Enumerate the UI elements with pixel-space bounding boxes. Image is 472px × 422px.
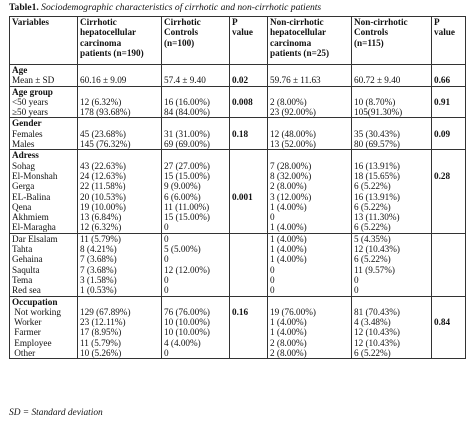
value-cell: 0 5 (5.00%) 0 12 (12.00%) 0 0	[162, 233, 230, 296]
value-cell: 16 (13.91%) 18 (15.65%) 6 (5.22%) 16 (13.91%) 6 (5.22%) 13 (11.30%) 6 (5.22%)	[352, 150, 432, 233]
value-cell: 35 (30.43%) 80 (69.57%)	[352, 118, 432, 150]
value-cell	[432, 233, 466, 296]
value-cell: 0.02	[230, 65, 268, 87]
value-cell: 0.91	[432, 86, 466, 118]
table-row	[10, 86, 466, 118]
value-cell: 81 (70.43%) 4 (3.48%) 12 (10.43%) 12 (10.43%) 6 (5.22%)	[352, 296, 432, 359]
variable-cell: Age group <50 years ≥50 years	[10, 86, 78, 118]
header-cell: Cirrhotic Controls (n=100)	[162, 17, 230, 65]
table-row	[10, 296, 466, 359]
value-cell: 60.16 ± 9.09	[78, 65, 162, 87]
variable-cell: Gender Females Males	[10, 118, 78, 150]
value-cell: 43 (22.63%) 24 (12.63%) 22 (11.58%) 20 (10.53%) 19 (10.00%) 13 (6.84%) 12 (6.32%)	[78, 150, 162, 233]
value-cell: 0.001	[230, 150, 268, 233]
variable-cell: Adress Sohag El-Monshah Gerga EL-Balina Qena Akhmiem El-Maragha	[10, 150, 78, 233]
header-cell: Variables	[10, 17, 78, 65]
value-cell: 129 (67.89%) 23 (12.11%) 17 (8.95%) 11 (5.79%) 10 (5.26%)	[78, 296, 162, 359]
value-cell: 0.16	[230, 296, 268, 359]
value-cell: 19 (76.00%) 1 (4.00%) 1 (4.00%) 2 (8.00%) 2 (8.00%)	[268, 296, 352, 359]
value-cell: 12 (6.32%) 178 (93.68%)	[78, 86, 162, 118]
variable-cell: Occupation Not working Worker Farmer Employee Other	[10, 296, 78, 359]
value-cell: 57.4 ± 9.40	[162, 65, 230, 87]
footnote: SD = Standard deviation	[9, 408, 103, 418]
variable-cell: Dar Elsalam Tahta Gehaina Saqulta Tema Red sea	[10, 233, 78, 296]
table-caption	[9, 2, 321, 14]
header-cell: Cirrhotic hepatocellular carcinoma patients (n=190)	[78, 17, 162, 65]
caption-lead: Table1.	[9, 2, 39, 13]
section-title: Age	[12, 65, 28, 75]
table-row	[10, 65, 466, 87]
value-cell: 0.84	[432, 296, 466, 359]
value-cell: 60.72 ± 9.40	[352, 65, 432, 87]
value-cell: 12 (48.00%) 13 (52.00%)	[268, 118, 352, 150]
value-cell: 59.76 ± 11.63	[268, 65, 352, 87]
table-row	[10, 233, 466, 296]
table-row	[10, 150, 466, 233]
section-title: Gender	[12, 118, 42, 129]
sociodemographic-table	[9, 16, 466, 359]
header-row	[10, 17, 466, 65]
value-cell: 16 (16.00%) 84 (84.00%)	[162, 86, 230, 118]
value-cell: 2 (8.00%) 23 (92.00%)	[268, 86, 352, 118]
value-cell: 0.008	[230, 86, 268, 118]
section-title: Occupation	[12, 296, 58, 307]
section-title: Age group	[12, 86, 53, 97]
value-cell: 27 (27.00%) 15 (15.00%) 9 (9.00%) 6 (6.00%) 11 (11.00%) 15 (15.00%) 0	[162, 150, 230, 233]
value-cell: 0.28	[432, 150, 466, 233]
caption-text: Sociodemographic characteristics of cirrhotic and non-cirrhotic patients	[38, 2, 322, 13]
value-cell: 7 (28.00%) 8 (32.00%) 2 (8.00%) 3 (12.00%) 1 (4.00%) 0 1 (4.00%)	[268, 150, 352, 233]
variable-cell: Age Mean ± SD	[10, 65, 78, 87]
header-cell: Non-cirrhotic hepatocellular carcinoma patients (n=25)	[268, 17, 352, 65]
value-cell: 45 (23.68%) 145 (76.32%)	[78, 118, 162, 150]
value-cell: 0.18	[230, 118, 268, 150]
value-cell: 0.66	[432, 65, 466, 87]
value-cell: 5 (4.35%) 12 (10.43%) 6 (5.22%) 11 (9.57%) 0 0	[352, 233, 432, 296]
value-cell: 0.09	[432, 118, 466, 150]
section-title: Adress	[12, 150, 39, 161]
value-cell: 11 (5.79%) 8 (4.21%) 7 (3.68%) 7 (3.68%) 3 (1.58%) 1 (0.53%)	[78, 233, 162, 296]
value-cell	[230, 233, 268, 296]
header-cell: P value	[230, 17, 268, 65]
value-cell: 31 (31.00%) 69 (69.00%)	[162, 118, 230, 150]
header-cell: P value	[432, 17, 466, 65]
table-row	[10, 118, 466, 150]
header-cell: Non-cirrhotic Controls (n=115)	[352, 17, 432, 65]
value-cell: 10 (8.70%) 105(91.30%)	[352, 86, 432, 118]
value-cell: 1 (4.00%) 1 (4.00%) 1 (4.00%) 0 0 0	[268, 233, 352, 296]
value-cell: 76 (76.00%) 10 (10.00%) 10 (10.00%) 4 (4.00%) 0	[162, 296, 230, 359]
